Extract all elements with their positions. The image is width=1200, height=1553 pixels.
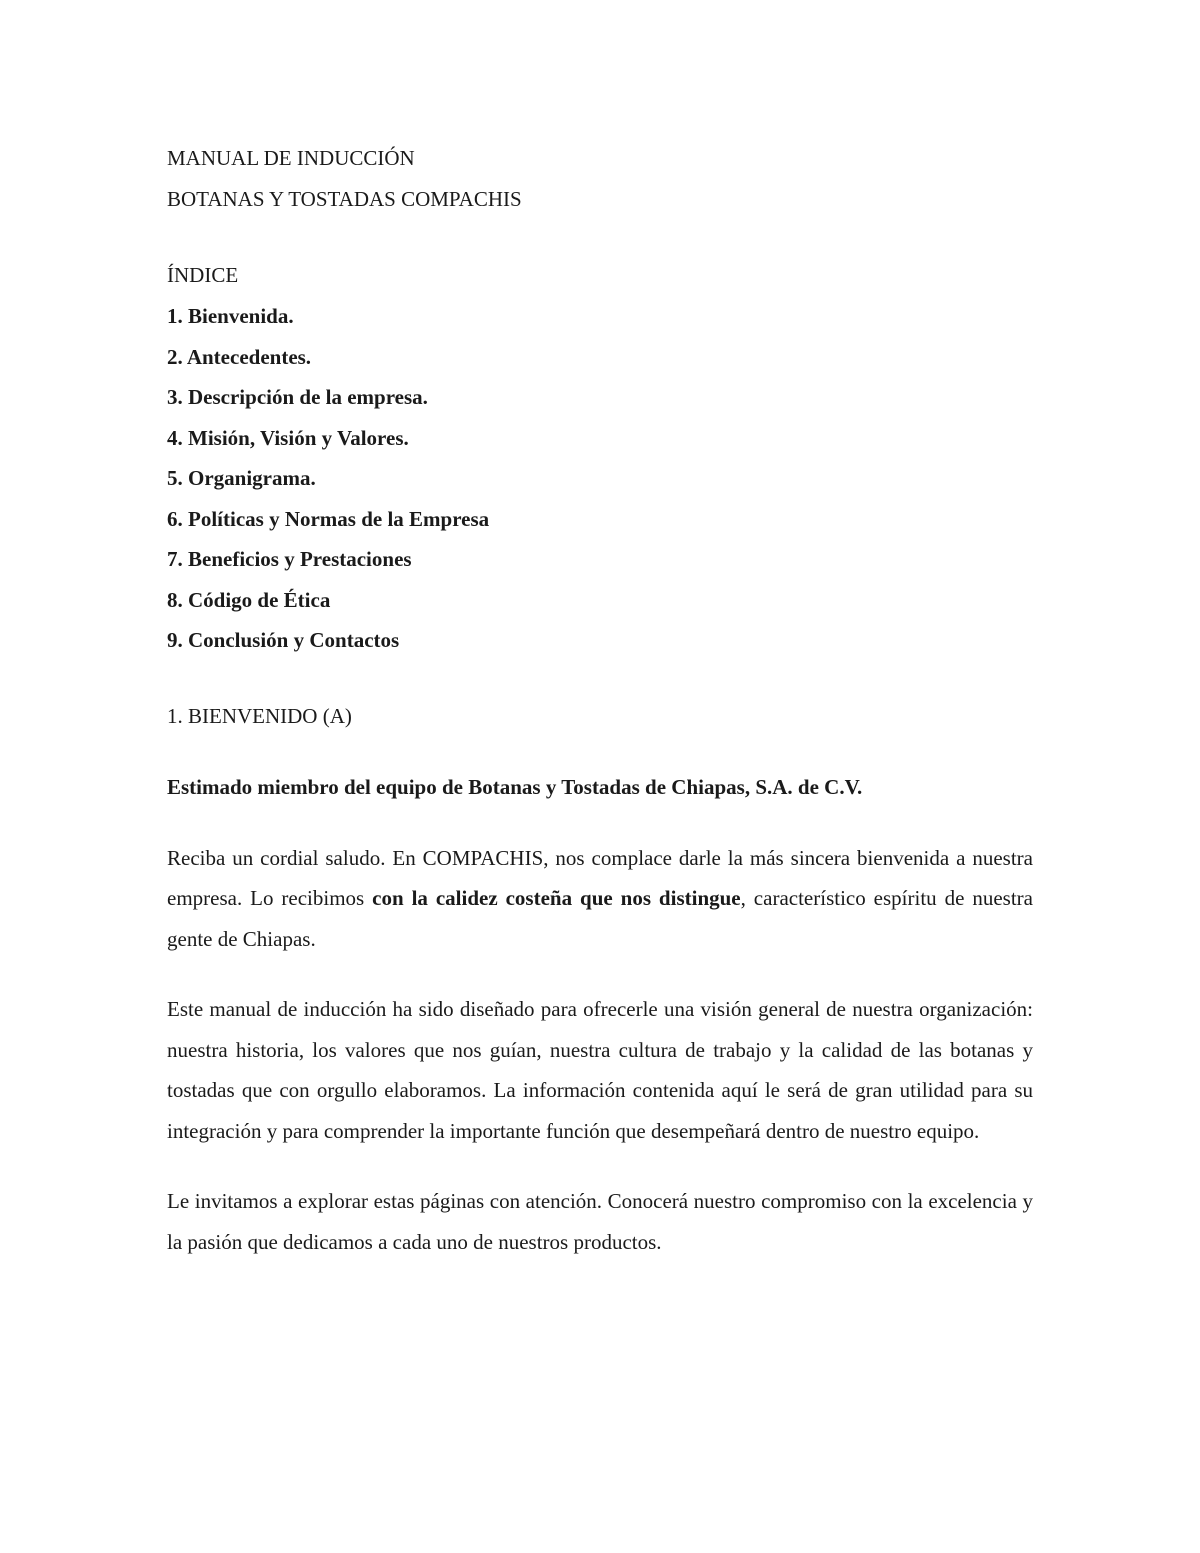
company-name: BOTANAS Y TOSTADAS COMPACHIS bbox=[167, 187, 522, 211]
toc-item: 6. Políticas y Normas de la Empresa bbox=[167, 506, 490, 531]
paragraph-text: Reciba un cordial saludo. En COMPACHIS, nos complace darle la más sincera bienvenida a nuestra empresa. Lo recibimos bbox=[167, 845, 1033, 910]
toc-item: 8. Código de Ética bbox=[167, 587, 331, 612]
toc-item: 9. Conclusión y Contactos bbox=[167, 628, 400, 652]
toc-item: 7. Beneficios y Prestaciones bbox=[167, 547, 412, 571]
table-of-contents bbox=[167, 296, 1033, 661]
document-title: MANUAL DE INDUCCIÓN bbox=[167, 146, 415, 170]
paragraph-text: , característico espíritu de nuestra gente de Chiapas. bbox=[167, 886, 1033, 951]
toc-item: 4. Misión, Visión y Valores. bbox=[167, 425, 409, 450]
paragraph-invitation: Le invitamos a explorar estas páginas con atención. Conocerá nuestro compromiso con la excelencia y la pasión que dedicamos a cada uno de nuestros productos. bbox=[167, 1189, 1033, 1254]
toc-item: 2. Antecedentes. bbox=[167, 344, 312, 369]
section-heading-bienvenido: 1. BIENVENIDO (A) bbox=[167, 703, 352, 728]
greeting-line: Estimado miembro del equipo de Botanas y Tostadas de Chiapas, S.A. de C.V. bbox=[167, 774, 863, 799]
toc-item: 1. Bienvenida. bbox=[167, 304, 294, 328]
paragraph-emphasis: con la calidez costeña que nos distingue bbox=[372, 886, 741, 910]
document-page bbox=[167, 138, 1033, 1262]
paragraph-manual-purpose: Este manual de inducción ha sido diseñado para ofrecerle una visión general de nuestra organización: nuestra historia, los valores que nos guían, nuestra cultura de trabajo y la calidad de las botanas y tostadas que con orgullo elaboramos. La información contenida aquí le será de gran utilidad para su integración y para comprender la importante función que desempeñará dentro de nuestro equipo. bbox=[167, 997, 1033, 1143]
toc-item: 3. Descripción de la empresa. bbox=[167, 385, 428, 409]
paragraph-welcome bbox=[167, 838, 1033, 960]
index-heading: ÍNDICE bbox=[167, 263, 239, 287]
toc-item: 5. Organigrama. bbox=[167, 466, 316, 490]
